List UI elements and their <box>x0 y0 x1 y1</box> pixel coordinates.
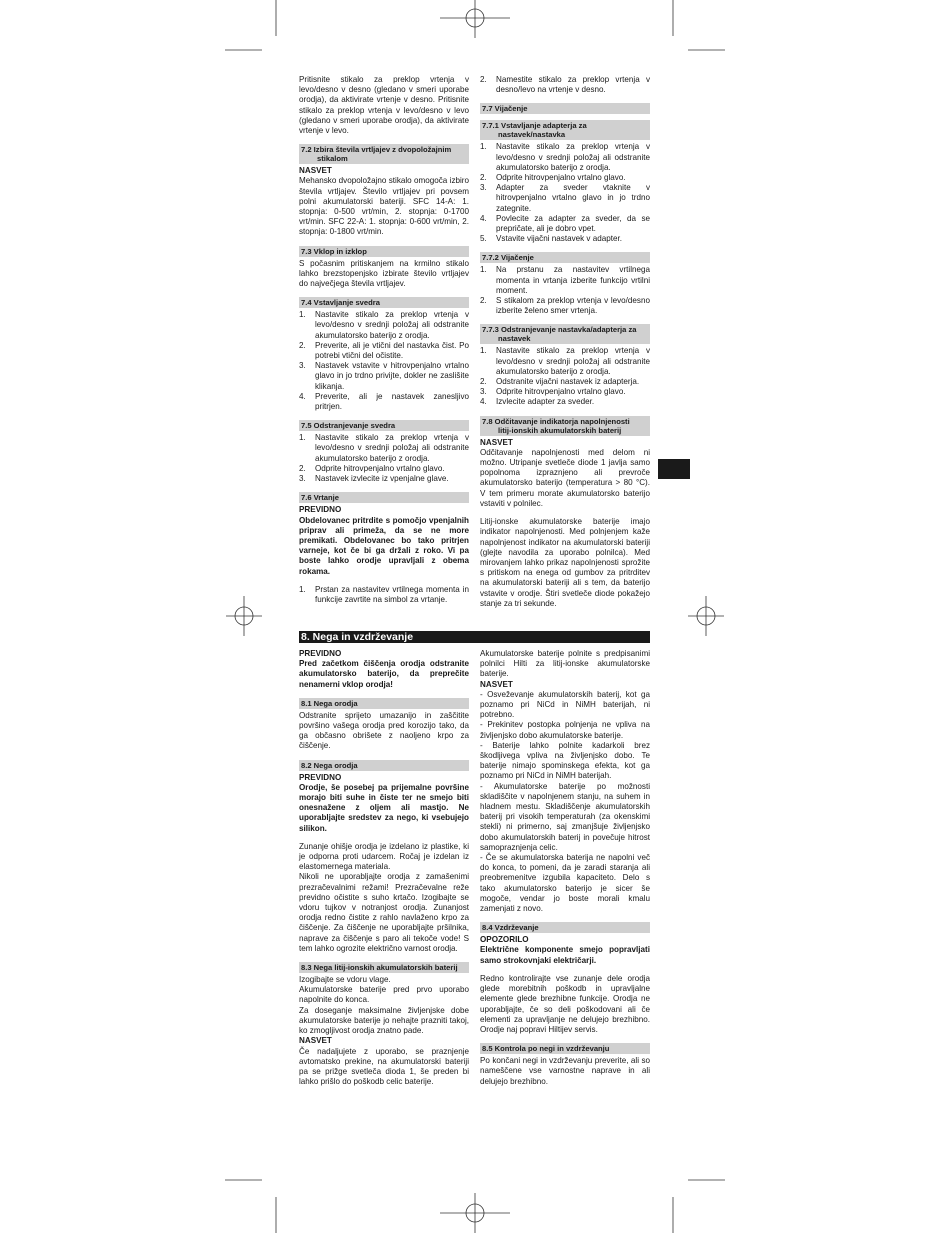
steps-list-7-4 <box>299 310 469 412</box>
item-text: Izvlecite adapter za sveder. <box>496 397 595 407</box>
paragraph: Nikoli ne uporabljajte orodja z zamašenimi prezračevalnimi režami! Prezračevalne reže previdno očistite s suho krtačo. Izogibajte se vdoru tujkov v notranjost orodja. Zunanjost orodja redno čistite z rahlo navlaženo krpo za čiščenje. Za čiščenje ne uporabljajte pršilnika, naprave za čiščenje s paro ali tekoče vode! S tem lahko ogrozite električno varnost orodja. <box>299 872 469 953</box>
item-number: 1. <box>480 346 487 356</box>
item-text: Odprite hitrovpenjalno vrtalno glavo. <box>496 387 626 397</box>
item-number: 1. <box>299 310 306 320</box>
section-heading-7-8 <box>480 416 650 436</box>
item-number: 3. <box>480 183 487 193</box>
bullet-item: - Baterije lahko polnite kadarkoli brez škodljivega vpliva na življenjsko dobo. Te baterije nimajo spominskega efekta, kot ga poznamo pri NiCd in NiMH baterijah. <box>480 740 650 781</box>
paragraph: Mehansko dvopoložajno stikalo omogoča izbiro števila vrtljajev. Število vrtljajev pri povsem polni akumulatorski bateriji. SFC 14-A: 1. stopnja: 0-500 vrt/min, 2. stopnja: 0-1700 vrt/min. SFC 22-A: 1. stopnja: 0-600 vrt/min, 2. stopnja: 0-1800 vrt/min. <box>299 176 469 237</box>
caution-label: PREVIDNO <box>299 505 342 515</box>
steps-list-7-7-3 <box>480 346 650 407</box>
section-heading-7-5: 7.5 Odstranjevanje svedra <box>299 420 469 431</box>
heading-line: 7.7.3 Odstranjevanje nastavka/adapterja za <box>482 325 637 335</box>
item-text: Nastavite stikalo za preklop vrtenja v levo/desno v srednji položaj ali odstranite akumulatorsko baterijo z orodja. <box>315 433 469 463</box>
item-text: Odstranite vijačni nastavek iz adapterja. <box>496 377 640 387</box>
heading-line: litij-ionskih akumulatorskih baterij <box>498 425 622 435</box>
list-item <box>480 183 650 214</box>
item-number: 3. <box>299 361 306 371</box>
paragraph: Akumulatorske baterije pred prvo uporabo napolnite do konca. <box>299 985 469 1005</box>
heading-line: stikalom <box>317 154 348 164</box>
steps-list-7-6-cont <box>480 75 650 95</box>
list-item <box>299 433 469 464</box>
note-label: NASVET <box>480 679 513 689</box>
bullet-item: - Če se akumulatorska baterija ne napolni več do konca, to pomeni, da je zaradi staranja ali preobremenitve izgubila kapaciteto. Delo s tako akumulatorsko baterijo je sicer še mogoče, vendar jo boste morali kmalu zamenjati z novo. <box>480 853 650 914</box>
item-number: 2. <box>480 296 487 306</box>
paragraph: Za doseganje maksimalne življenjske dobe akumulatorske baterije jo nehajte prazniti takoj, ko zmogljivost orodja znatno pade. <box>299 1005 469 1036</box>
bullet-item: - Akumulatorske baterije po možnosti skladiščite v napolnjenem stanju, na suhem in hladnem mestu. Skladiščenje akumulatorskih baterij pri visokih temperaturah (za okenskimi stekli) ni primerno, saj zmanjšuje življenjsko dobo akumulatorskih baterij in povečuje hitrost samopraznjenja celic. <box>480 781 650 852</box>
list-item <box>480 265 650 296</box>
item-text: S stikalom za preklop vrtenja v levo/desno izberite želeno smer vrtenja. <box>496 296 650 316</box>
item-number: 2. <box>480 173 487 183</box>
list-item <box>480 346 650 377</box>
heading-line: nastavek <box>498 334 531 344</box>
warning-label: OPOZORILO <box>480 935 529 945</box>
caution-text: Orodje, še posebej pa prijemalne površine morajo biti suhe in čiste ter ne smejo biti onesnažene z oljem ali mastjo. Ne uporabljajte sredstev za nego, ki vsebujejo silikon. <box>299 782 469 833</box>
item-text: Nastavite stikalo za preklop vrtenja v levo/desno v srednji položaj ali odstranite akumulatorsko baterijo z orodja. <box>496 346 650 376</box>
caution-label: PREVIDNO <box>299 649 342 658</box>
paragraph: Odčitavanje napolnjenosti med delom ni možno. Utripanje svetleče diode 1 javlja samo popolnoma izpraznjeno ali prevroče akumulatorsko baterijo (temperatura > 80 °C). V tem primeru morate akumulatorsko baterijo vstaviti v polnilec. <box>480 447 650 508</box>
item-text: Namestite stikalo za preklop vrtenja v desno/levo na vrtenje v desno. <box>496 75 650 95</box>
list-item <box>480 142 650 173</box>
paragraph: Redno kontrolirajte vse zunanje dele orodja glede morebitnih poškodb in upravljalne elemente glede brezhibne funkcije. Orodja ne uporabljajte, če so deli poškodovani ali če elementi za upravljanje ne delujejo brezhibno. Orodje naj popravi Hiltijev servis. <box>480 973 650 1034</box>
note-label: NASVET <box>480 437 513 447</box>
paragraph: Če nadaljujete z uporabo, se praznjenje avtomatsko prekine, na akumulatorski bateriji pa se prižge svetleča dioda 1, še preden bi lahko prišlo do poškodb celic baterije. <box>299 1046 469 1087</box>
list-item <box>480 75 650 95</box>
item-text: Vstavite vijačni nastavek v adapter. <box>496 234 622 244</box>
list-item <box>480 234 650 244</box>
chapter-title-bar: 8. Nega in vzdrževanje <box>299 631 650 643</box>
item-text: Preverite, ali je nastavek zanesljivo pritrjen. <box>315 391 469 412</box>
list-item <box>480 397 650 407</box>
list-item <box>480 387 650 397</box>
list-item <box>299 392 469 412</box>
list-item <box>299 474 469 484</box>
section-heading-8-3: 8.3 Nega litij-ionskih akumulatorskih baterij <box>299 962 469 973</box>
item-number: 2. <box>480 75 487 84</box>
paragraph: Izogibajte se vdoru vlage. <box>299 975 391 985</box>
top-right-column <box>480 75 650 617</box>
item-number: 2. <box>299 463 306 473</box>
item-text: Odprite hitrovpenjalno vrtalno glavo. <box>496 173 626 183</box>
item-number: 1. <box>480 142 487 152</box>
list-item <box>480 296 650 316</box>
item-text: Nastavite stikalo za preklop vrtenja v levo/desno v srednji položaj ali odstranite akumulatorsko baterijo z orodja. <box>496 142 650 172</box>
item-number: 4. <box>480 213 487 223</box>
section-heading-7-7-2: 7.7.2 Vijačenje <box>480 252 650 263</box>
item-text: Nastavek vstavite v hitrovpenjalno vrtalno glavo in jo trdno privijte, dokler ne zaslišite klikanja. <box>315 361 469 391</box>
paragraph: Odstranite sprijeto umazanijo in zaščitite površino vašega orodja pred korozijo tako, da ga občasno obrišete z naoljeno krpo za čiščenje. <box>299 710 469 751</box>
paragraph: S počasnim pritiskanjem na krmilno stikalo lahko brezstopenjsko izbirate število vrtljajev do največjega števila vrtljajev. <box>299 258 469 289</box>
note-label: NASVET <box>299 166 332 176</box>
bullet-item: - Prekinitev postopka polnjenja ne vpliva na življenjsko dobo akumulatorske baterije. <box>480 720 650 740</box>
section-heading-8-1: 8.1 Nega orodja <box>299 698 469 709</box>
list-item <box>480 214 650 234</box>
item-number: 3. <box>480 387 487 397</box>
caution-text: Pred začetkom čiščenja orodja odstranite akumulatorsko baterijo, da preprečite nenamerni vklop orodja! <box>299 659 469 689</box>
item-text: Preverite, ali je vtični del nastavka čist. Po potrebi vtični del očistite. <box>315 340 469 361</box>
chapter-side-tab <box>658 459 690 479</box>
section-heading-7-6: 7.6 Vrtanje <box>299 492 469 503</box>
heading-line: 7.7.1 Vstavljanje adapterja za <box>482 121 587 131</box>
heading-line: nastavek/nastavka <box>498 130 566 140</box>
caution-text: Obdelovanec pritrdite s pomočjo vpenjalnih priprav ali primeža, da se ne more premikati. Obdelovanec bo tako pritrjen varneje, kot če bi ga držali z roko. Vi pa boste lahko orodje upravljali z obema rokama. <box>299 515 469 576</box>
paragraph: Po končani negi in vzdrževanju preverite, ali so nameščene vse varnostne naprave in ali delujejo brezhibno. <box>480 1056 650 1086</box>
intro-paragraph: Pritisnite stikalo za preklop vrtenja v levo/desno v desno (gledano v smeri uporabe orodja), da aktivirate vrtenje v desno. Pritisnite stikalo za preklop vrtenja v levo/desno v levo (gledano v smeri uporabe orodja), da aktivirate vrtenje v levo. <box>299 75 469 136</box>
list-item <box>299 361 469 392</box>
list-item <box>299 341 469 361</box>
item-text: Odprite hitrovpenjalno vrtalno glavo. <box>315 463 445 473</box>
list-item <box>480 377 650 387</box>
section-heading-8-5: 8.5 Kontrola po negi in vzdrževanju <box>480 1043 650 1054</box>
list-item <box>480 173 650 183</box>
note-label: NASVET <box>299 1036 332 1046</box>
steps-list-7-7-1 <box>480 142 650 244</box>
section-heading-7-4: 7.4 Vstavljanje svedra <box>299 297 469 308</box>
heading-line: 7.8 Odčitavanje indikatorja napolnjenosti <box>482 416 630 426</box>
item-number: 4. <box>299 391 306 401</box>
heading-line: 7.2 Izbira števila vrtljajev z dvopoložajnim <box>301 145 452 155</box>
item-number: 3. <box>299 474 306 484</box>
item-number: 1. <box>299 584 306 594</box>
steps-list-7-6 <box>299 585 469 605</box>
section-heading-7-2 <box>299 144 469 164</box>
item-text: Nastavite stikalo za preklop vrtenja v levo/desno v srednji položaj ali odstranite akumulatorsko baterijo z orodja. <box>315 310 469 340</box>
paragraph: Zunanje ohišje orodja je izdelano iz plastike, ki je odporna proti udarcem. Ročaj je izdelan iz elastomernega materiala. <box>299 841 469 872</box>
section-heading-8-2: 8.2 Nega orodja <box>299 760 469 771</box>
item-number: 1. <box>299 433 306 443</box>
paragraph: Litij-ionske akumulatorske baterije imajo indikator napolnjenosti. Med polnjenjem kaže napolnjenost indikator na akumulatorski bateriji (glejte navodila za uporabo polnilca). Med mirovanjem lahko prikaz napolnjenosti sprožite s pritiskom na enega od gumbov za pritrditev na akumulatorski bateriji ali s tem, da baterijo vstavite v orodje. Štiri svetleče diode pokažejo stanje za tri sekunde. <box>480 517 650 608</box>
bullet-item: - Osveževanje akumulatorskih baterij, kot ga poznamo pri NiCd in NiMH baterijah, ni potrebno. <box>480 689 650 720</box>
item-text: Adapter za sveder vtaknite v hitrovpenjalno vrtalno glavo in jo trdno zategnite. <box>496 183 650 213</box>
list-item <box>299 464 469 474</box>
paragraph: Akumulatorske baterije polnite s predpisanimi polnilci Hilti za litij-ionske akumulatorske baterije. <box>480 649 650 679</box>
warning-text: Električne komponente smejo popravljati samo strokovnjaki električarji. <box>480 945 650 965</box>
list-item <box>299 310 469 341</box>
item-number: 1. <box>480 265 487 275</box>
item-number: 2. <box>299 340 306 350</box>
bottom-left-column <box>299 649 469 1095</box>
item-number: 5. <box>480 234 487 244</box>
list-item <box>299 585 469 605</box>
bottom-right-column <box>480 649 650 1095</box>
item-text: Povlecite za adapter za sveder, da se prepričate, ali je dobro vpet. <box>496 213 650 234</box>
section-heading-7-7-1 <box>480 120 650 140</box>
item-text: Na prstanu za nastavitev vrtilnega momenta in vrtanja izberite funkcijo vrtilni moment. <box>496 265 650 295</box>
item-number: 4. <box>480 397 487 407</box>
section-heading-7-7-3 <box>480 324 650 344</box>
top-left-column <box>299 75 469 613</box>
item-text: Nastavek izvlecite iz vpenjalne glave. <box>315 474 449 484</box>
item-number: 2. <box>480 377 487 387</box>
caution-label: PREVIDNO <box>299 772 342 782</box>
steps-list-7-7-2 <box>480 265 650 316</box>
item-text: Prstan za nastavitev vrtilnega momenta in funkcije zavrtite na simbol za vrtanje. <box>315 584 469 604</box>
section-heading-7-3: 7.3 Vklop in izklop <box>299 246 469 257</box>
section-heading-8-4: 8.4 Vzdrževanje <box>480 922 650 933</box>
steps-list-7-5 <box>299 433 469 484</box>
section-heading-7-7: 7.7 Vijačenje <box>480 103 650 114</box>
